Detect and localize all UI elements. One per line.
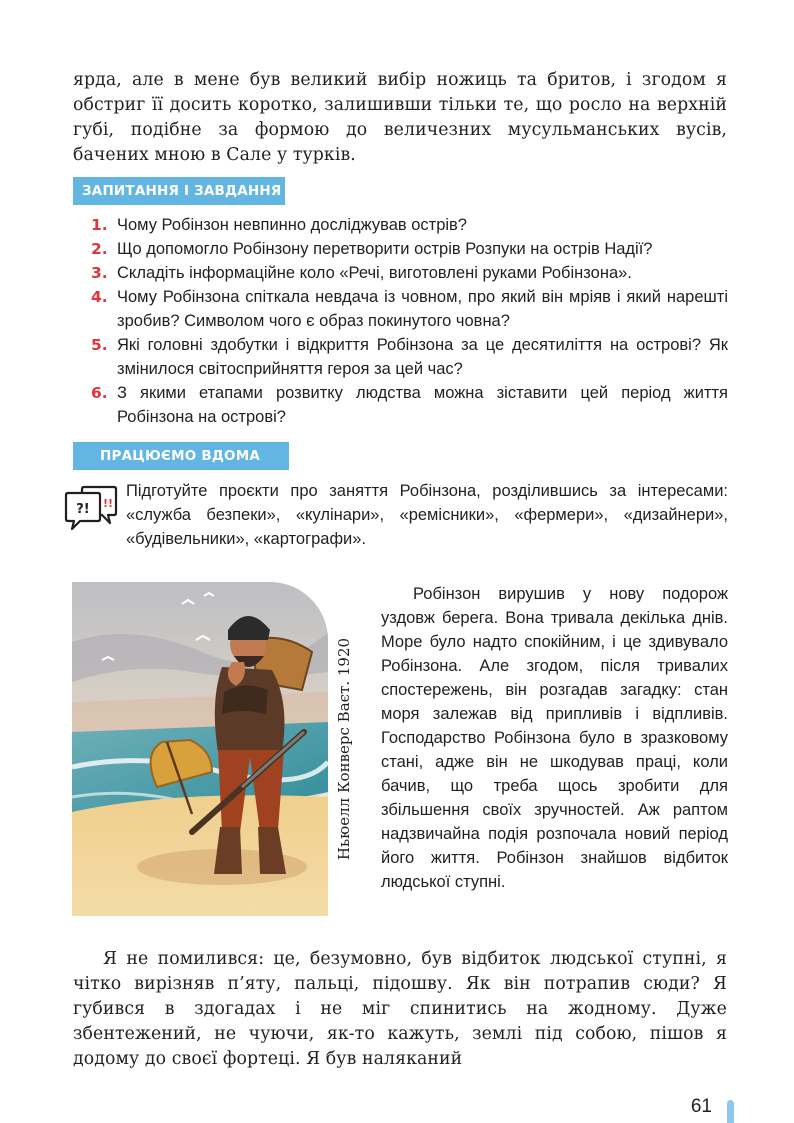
question-text: Що допомогло Робінзону перетворити острів Розпуки на острів Надії? — [117, 240, 653, 258]
speech-bubbles-icon — [64, 479, 118, 535]
question-item — [91, 381, 728, 429]
question-text: Які головні здобутки і відкриття Робінзона за це десятиліття на острові? Як змінилося світосприйняття героя за цей час? — [117, 336, 728, 378]
question-item — [91, 285, 728, 333]
question-text: Складіть інформаційне коло «Речі, виготовлені руками Робінзона». — [117, 264, 632, 282]
question-number: 4. — [91, 288, 108, 306]
question-item — [91, 213, 728, 237]
bottom-paragraph-text: Я не помилився: це, безумовно, був відбиток людської ступні, я чітко вирізняв п’яту, пальці, підошву. Як він потрапив сюди? Я губився в здогадах і не міг спинитись на жодному. Дуже збентежений, не чуючи, як-то кажуть, землі під собою, пішов я додому до своєї фортеці. Я був наляканий — [73, 949, 727, 1069]
question-text: З якими етапами розвитку людства можна зіставити цей період життя Робінзона на острові? — [117, 384, 728, 426]
question-text: Чому Робінзон невпинно досліджував острів? — [117, 216, 467, 234]
question-number: 6. — [91, 384, 108, 402]
page-number-bar — [727, 1100, 734, 1123]
top-paragraph-text: ярда, але в мене був великий вибір ножиць та бритов, і згодом я обстриг її досить коротко, залишивши тільки те, що росло на верхній губі, подібне за формою до величезних мусульманських вусів, бачених мною в Сале у турків. — [73, 70, 727, 165]
top-paragraph — [73, 68, 727, 168]
icon-glyph-small: !! — [102, 497, 114, 510]
home-section-header — [73, 442, 289, 470]
question-item — [91, 237, 728, 261]
page-number: 61 — [690, 1096, 712, 1117]
question-number: 1. — [91, 216, 108, 234]
question-text: Чому Робінзона спіткала невдача із човном, про який він мріяв і який нарешті зробив? Символом чого є образ покинутого човна? — [117, 288, 728, 330]
questions-section-title: ЗАПИТАННЯ І ЗАВДАННЯ — [82, 183, 282, 199]
side-paragraph — [381, 582, 728, 894]
question-item — [91, 333, 728, 381]
icon-glyph: ?! — [76, 502, 90, 517]
question-number: 5. — [91, 336, 108, 354]
home-section-title: ПРАЦЮЄМО ВДОМА — [100, 448, 261, 464]
question-number: 2. — [91, 240, 108, 258]
robinson-illustration — [72, 582, 328, 916]
robinson-painting — [72, 582, 328, 916]
question-item — [91, 261, 728, 285]
home-task-text: Підготуйте проєкти про заняття Робінзона, розділившись за інтересами: «служба безпеки», «кулінари», «ремісники», «фермери», «дизайнери», «будівельники», «картографи». — [126, 482, 728, 548]
question-number: 3. — [91, 264, 108, 282]
questions-section-header — [73, 177, 285, 205]
side-paragraph-text: Робінзон вирушив у нову подорож уздовж берега. Вона тривала декілька днів. Море було надто спокійним, і це здивувало Робінзона. Але згодом, після тривалих спостережень, він розгадав загадку: стан моря залежав від припливів і відпливів. Господарство Робінзона було в зразковому стані, адже він не шкодував праці, коли бачив, що треба щось зробити для збільшення своїх зручностей. Аж раптом надзвичайна подія розпочала новий період його життя. Робінзон знайшов відбиток людської ступні. — [381, 585, 728, 891]
illustration-caption: Ньюелл Конверс Ваєт. 1920 — [335, 637, 353, 861]
questions-list — [91, 213, 728, 429]
bottom-paragraph — [73, 947, 727, 1072]
